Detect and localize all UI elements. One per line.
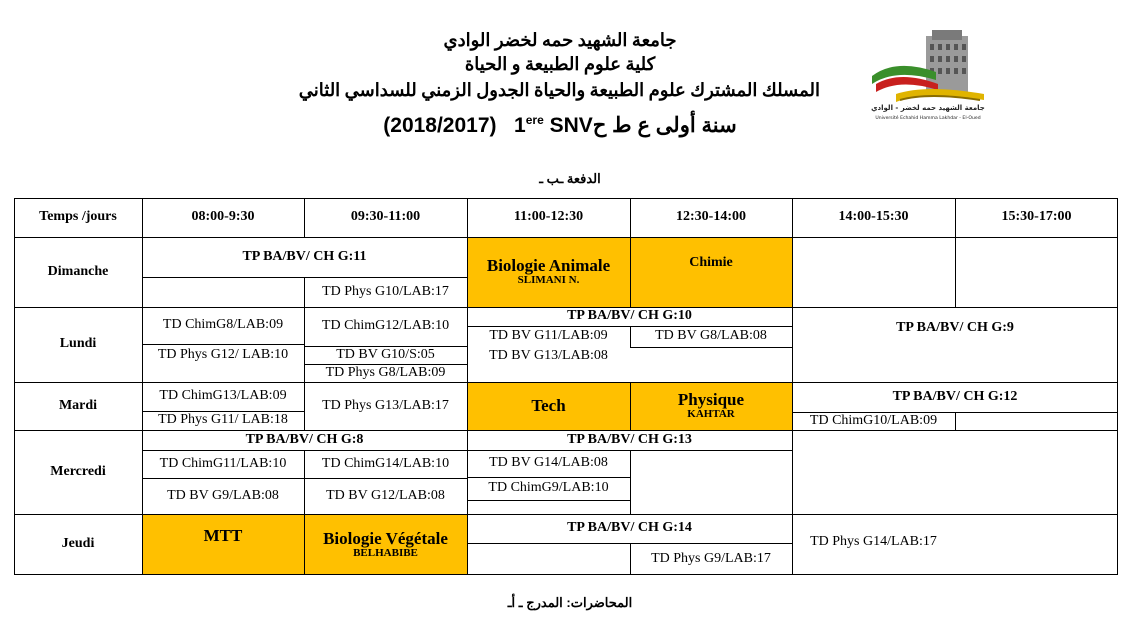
lundi-td-phys-g12: TD Phys G12/ LAB:10 [157, 347, 289, 363]
lundi-tp-g10: TP BA/BV/ CH G:10 [567, 308, 692, 324]
dimanche-td-phys-g10: TD Phys G10/LAB:17 [322, 283, 449, 299]
year-ar: سنة أولى ع ط ح [592, 114, 737, 137]
bio-vegetale-prof: BELHABIBE [353, 546, 418, 559]
faculty-name: كلية علوم الطبيعة و الحياة [464, 54, 656, 74]
schedule-title: المسلك المشترك علوم الطبيعة والحياة الجدول الزمني للسداسي الثاني [298, 80, 820, 100]
mardi-td-phys-g11: TD Phys G11/ LAB:18 [158, 412, 288, 428]
bio-animale-prof: SLIMANI N. [517, 274, 580, 287]
day-jeudi: Jeudi [61, 536, 95, 552]
level-sup: ere [525, 113, 544, 127]
jeudi-mtt: MTT [203, 526, 243, 546]
logo-name-fr: Université Echahid Hamma Lakhdar - El-Oued [875, 116, 981, 121]
header-slot-3: 11:00-12:30 [513, 209, 584, 225]
bio-vegetale-title: Biologie Végétale [323, 528, 448, 548]
mardi-td-chim-g10: TD ChimG10/LAB:09 [809, 412, 938, 428]
jeudi-td-phys-g14: TD Phys G14/LAB:17 [810, 533, 937, 549]
dimanche-bio-animale [467, 237, 630, 307]
mardi-physique [630, 382, 792, 430]
lundi-td-bv-g13: TD BV G13/LAB:08 [489, 348, 608, 364]
year-line [300, 113, 820, 138]
lundi-tp-g9: TP BA/BV/ CH G:9 [896, 320, 1014, 336]
day-lundi: Lundi [59, 336, 97, 352]
mercredi-td-bv-g12: TD BV G12/LAB:08 [326, 487, 445, 503]
mardi-tp-g12: TP BA/BV/ CH G:12 [892, 388, 1018, 404]
lundi-td-bv-g8: TD BV G8/LAB:08 [655, 328, 767, 344]
jeudi-tp-g14: TP BA/BV/ CH G:14 [567, 520, 692, 536]
dimanche-tp-g11: TP BA/BV/ CH G:11 [242, 248, 367, 264]
mardi-td-chim-g13: TD ChimG13/LAB:09 [159, 388, 287, 404]
physique-title: Physique [677, 390, 745, 410]
dimanche-chimie: Chimie [689, 254, 733, 270]
level: 1 [514, 114, 526, 137]
day-dimanche: Dimanche [47, 263, 109, 279]
university-name: جامعة الشهيد حمه لخضر الوادي [443, 30, 677, 50]
header-slot-6: 15:30-17:00 [1001, 209, 1072, 225]
physique-prof: KAHTAR [687, 408, 735, 421]
mercredi-td-chim-g9: TD ChimG9/LAB:10 [488, 480, 609, 496]
jeudi-bio-vegetale [304, 514, 467, 575]
mercredi-td-chim-g11: TD ChimG11/LAB:10 [159, 455, 287, 471]
mercredi-td-bv-g14: TD BV G14/LAB:08 [489, 455, 608, 471]
header-slot-4: 12:30-14:00 [676, 209, 746, 225]
section-label: الدفعة ـب ـ [539, 171, 601, 186]
header-slot-2: 09:30-11:00 [350, 209, 421, 225]
header-time-days: Temps /jours [39, 209, 117, 225]
mercredi-td-bv-g9: TD BV G9/LAB:08 [167, 487, 279, 503]
lundi-td-chim-g12: TD ChimG12/LAB:10 [321, 318, 450, 334]
lundi-td-phys-g8: TD Phys G8/LAB:09 [325, 364, 446, 380]
bio-animale-title: Biologie Animale [486, 256, 611, 276]
day-mercredi: Mercredi [50, 463, 106, 479]
timetable [14, 198, 1118, 575]
lundi-td-bv-g11: TD BV G11/LAB:09 [489, 328, 608, 344]
mercredi-tp-g8: TP BA/BV/ CH G:8 [245, 431, 364, 447]
lundi-td-bv-g10: TD BV G10/S:05 [336, 346, 435, 362]
day-mardi: Mardi [58, 397, 98, 413]
university-logo [866, 28, 990, 122]
mardi-td-phys-g13: TD Phys G13/LAB:17 [322, 397, 449, 413]
mardi-tech: Tech [531, 396, 566, 416]
year-range: (2018/2017) [383, 114, 497, 137]
jeudi-td-phys-g9: TD Phys G9/LAB:17 [651, 550, 771, 566]
mercredi-td-chim-g14: TD ChimG14/LAB:10 [321, 455, 450, 471]
logo-name-ar: جامعة الشهيد حمه لخضر - الوادي [871, 104, 985, 112]
logo-graphic [866, 28, 990, 122]
lectures-location: المحاضرات: المدرج ـ أـ [507, 595, 633, 610]
mercredi-tp-g13: TP BA/BV/ CH G:13 [567, 431, 692, 447]
lundi-td-chim-g8: TD ChimG8/LAB:09 [162, 317, 284, 333]
program: SNV [549, 114, 593, 137]
header-slot-5: 14:00-15:30 [838, 209, 909, 225]
header-slot-1: 08:00-9:30 [191, 209, 255, 225]
